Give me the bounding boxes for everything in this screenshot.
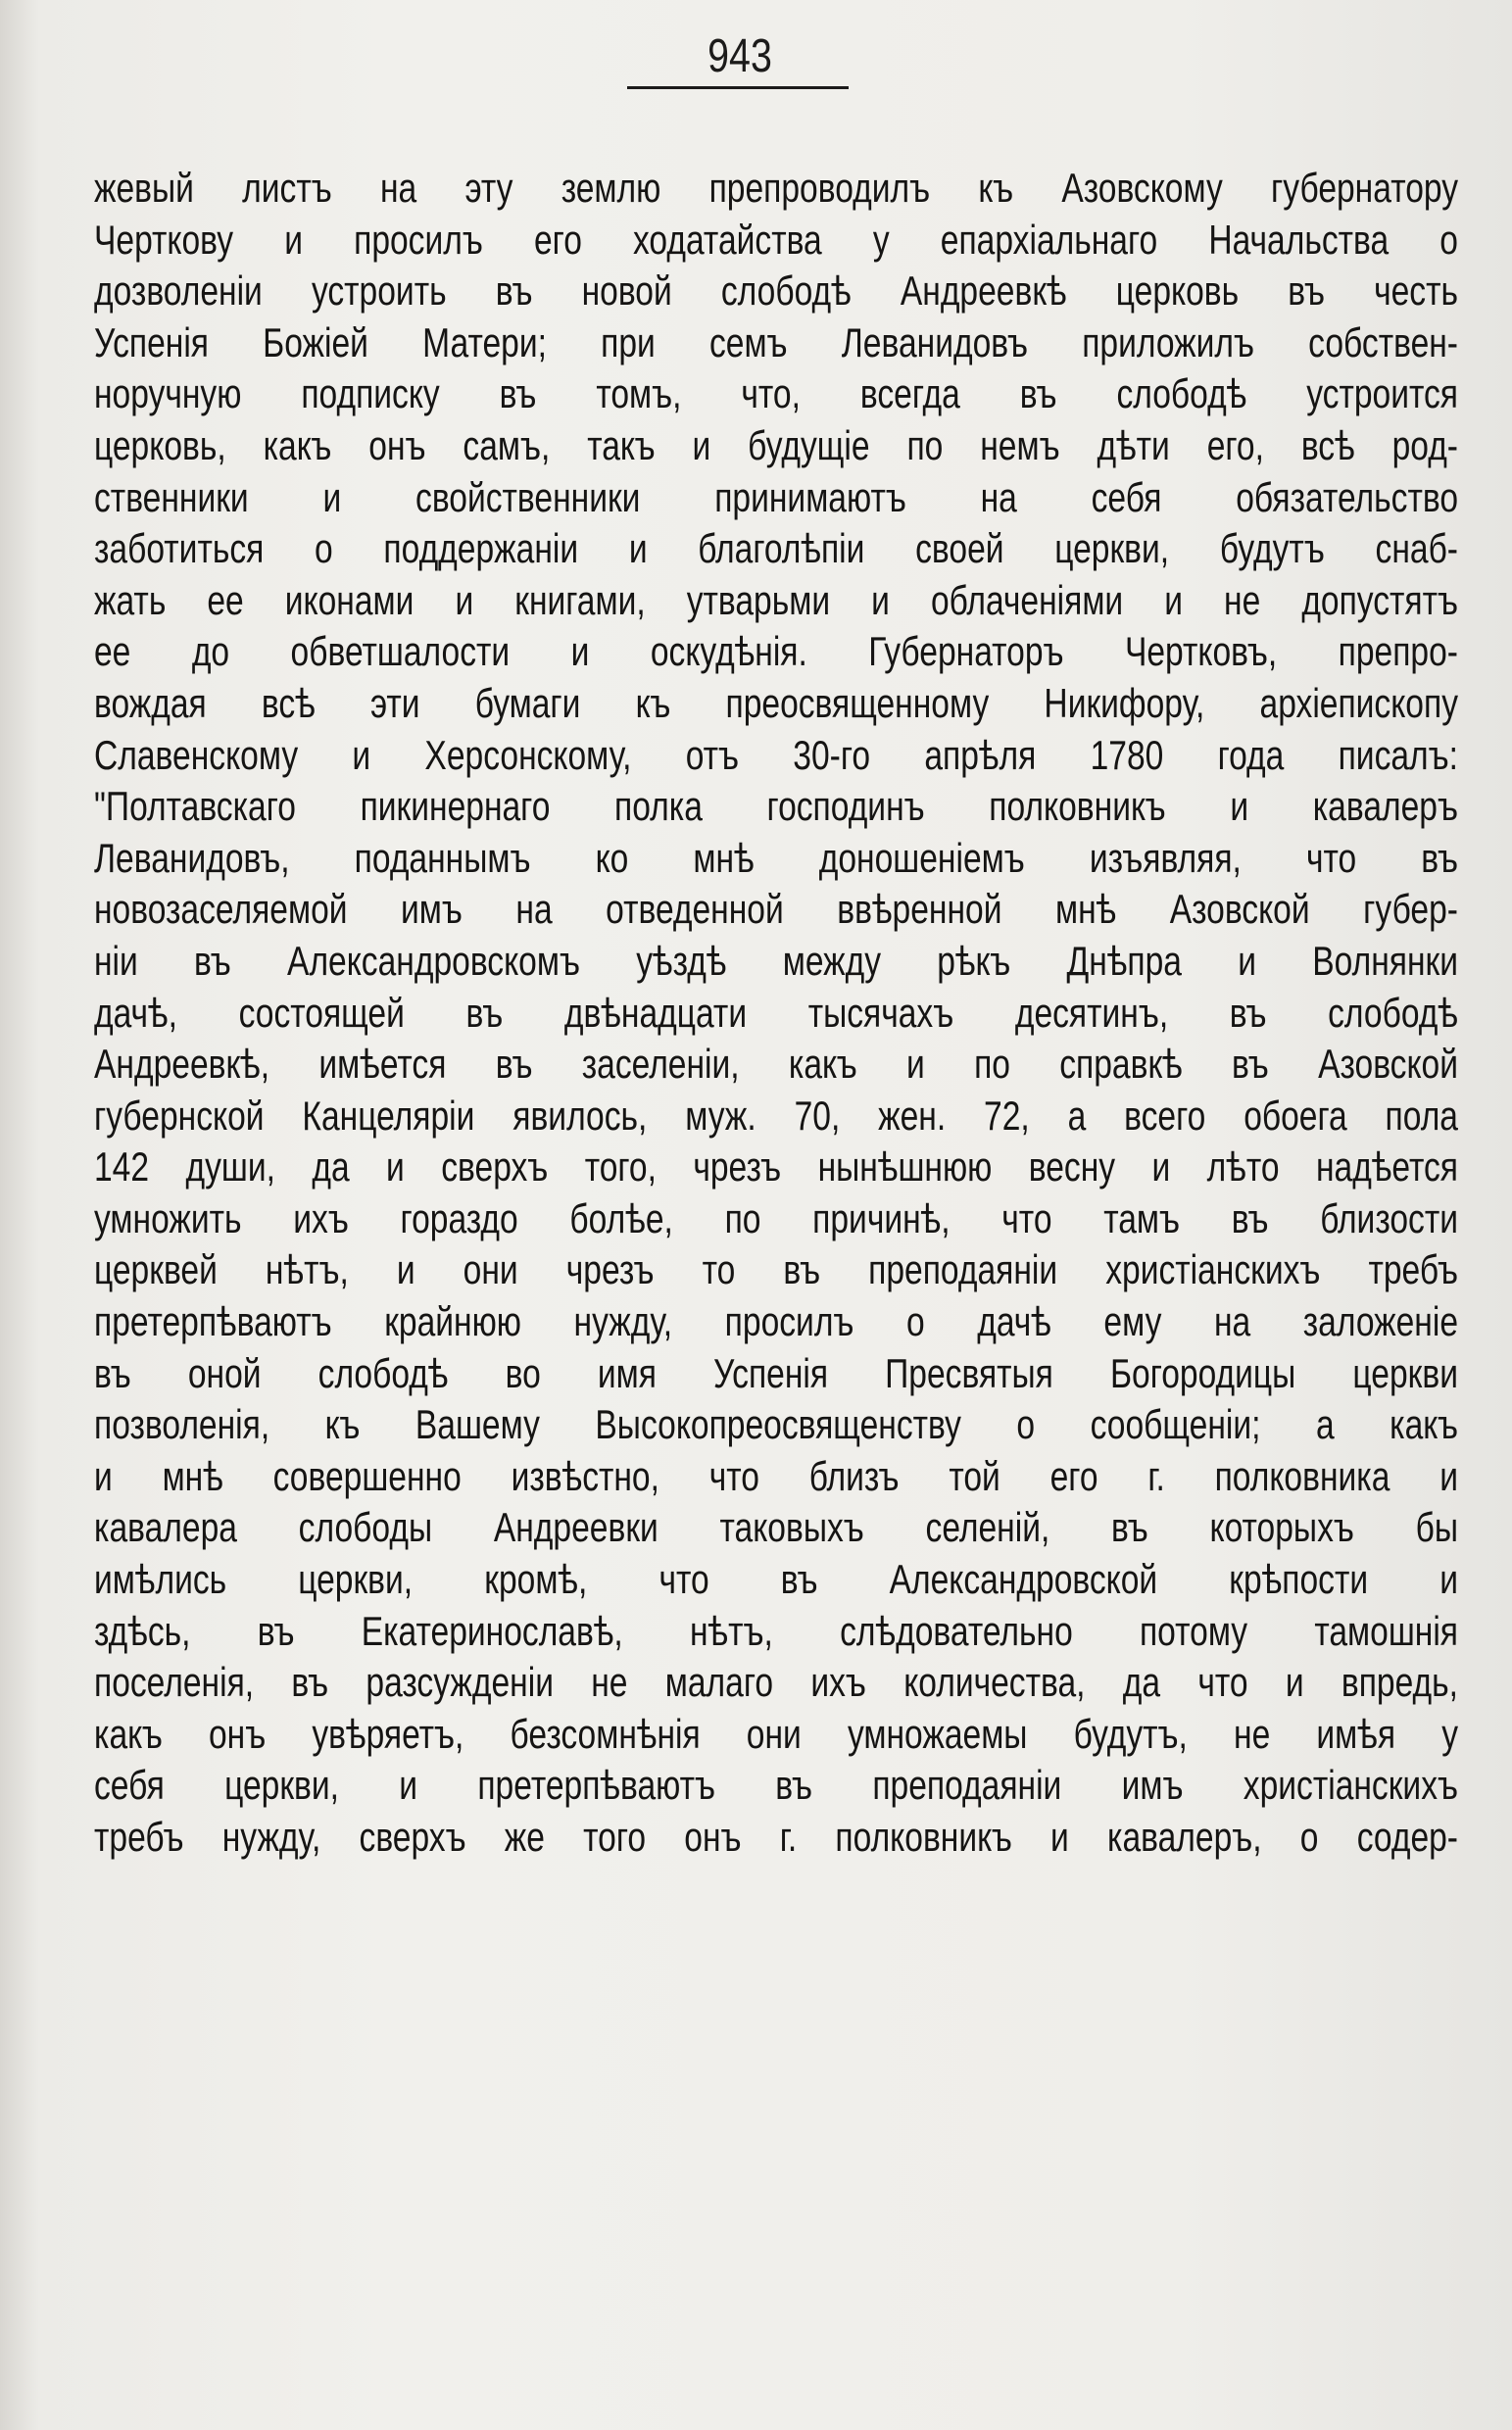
page-number: 943 — [707, 30, 772, 82]
text-line: позволенія, къ Вашему Высокопреосвященству о сообщеніи; а какъ — [94, 1401, 1458, 1448]
text-line: себя церкви, и претерпѣваютъ въ преподаяніи имъ христіанскихъ — [94, 1762, 1458, 1809]
text-line: жать ее иконами и книгами, утварьми и облаченіями и не допустятъ — [94, 576, 1458, 623]
text-line: заботиться о поддержаніи и благолѣпіи своей церкви, будутъ снаб- — [94, 525, 1458, 572]
text-line: Леванидовъ, поданнымъ ко мнѣ доношеніемъ изъявляя, что въ — [94, 834, 1458, 881]
text-line: новозаселяемой имъ на отведенной ввѣренной мнѣ Азовской губер- — [94, 886, 1458, 933]
text-line: дозволеніи устроить въ новой слободѣ Андреевкѣ церковь въ честь — [94, 267, 1458, 315]
text-line: и мнѣ совершенно извѣстно, что близъ той его г. полковника и — [94, 1452, 1458, 1499]
text-line: требъ нужду, сверхъ же того онъ г. полковникъ и кавалеръ, о содер- — [94, 1814, 1458, 1860]
text-line: Андреевкѣ, имѣется въ заселеніи, какъ и по справкѣ въ Азовской — [94, 1041, 1458, 1088]
text-line: ніи въ Александровскомъ уѣздѣ между рѣкъ Днѣпра и Волнянки — [94, 937, 1458, 984]
text-line: претерпѣваютъ крайнюю нужду, просилъ о дачѣ ему на заложеніе — [94, 1298, 1458, 1345]
body-text — [94, 163, 1458, 1864]
text-line: здѣсь, въ Екатеринославѣ, нѣтъ, слѣдовательно потому тамошнія — [94, 1607, 1458, 1654]
text-line: имѣлись церкви, кромѣ, что въ Александровской крѣпости и — [94, 1556, 1458, 1603]
text-line: ственники и свойственники принимаютъ на себя обязательство — [94, 473, 1458, 520]
text-line: "Полтавскаго пикинернаго полка господинъ полковникъ и кавалеръ — [94, 783, 1458, 830]
text-line: 142 души, да и сверхъ того, чрезъ нынѣшнюю весну и лѣто надѣется — [94, 1143, 1458, 1191]
text-line: поселенія, въ разсужденіи не малаго ихъ количества, да что и впредь, — [94, 1659, 1458, 1706]
text-line: дачѣ, состоящей въ двѣнадцати тысячахъ десятинъ, въ слободѣ — [94, 989, 1458, 1036]
text-line: ее до обветшалости и оскудѣнія. Губернаторъ Чертковъ, препро- — [94, 628, 1458, 675]
text-line: губернской Канцеляріи явилось, муж. 70, жен. 72, а всего обоега пола — [94, 1092, 1458, 1139]
text-line: какъ онъ увѣряетъ, безсомнѣнія они умножаемы будутъ, не имѣя у — [94, 1710, 1458, 1757]
text-line: Успенія Божіей Матери; при семъ Леванидовъ приложилъ собствен- — [94, 318, 1458, 365]
text-line: жевый листъ на эту землю препроводилъ къ Азовскому губернатору — [94, 165, 1458, 211]
text-line: норучную подписку въ томъ, что, всегда въ слободѣ устроится — [94, 370, 1458, 417]
text-line: церквей нѣтъ, и они чрезъ то въ преподаяніи христіанскихъ требъ — [94, 1246, 1458, 1293]
text-line: кавалера слободы Андреевки таковыхъ селеній, въ которыхъ бы — [94, 1504, 1458, 1551]
page-number-underline — [627, 86, 849, 89]
text-line: умножить ихъ гораздо болѣе, по причинѣ, что тамъ въ близости — [94, 1194, 1458, 1241]
text-line: вождая всѣ эти бумаги къ преосвященному Никифору, архіепископу — [94, 679, 1458, 726]
text-line: Черткову и просилъ его ходатайства у епархіальнаго Начальства о — [94, 216, 1458, 263]
text-line: церковь, какъ онъ самъ, такъ и будущіе по немъ дѣти его, всѣ род- — [94, 421, 1458, 468]
text-line: въ оной слободѣ во имя Успенія Пресвятыя Богородицы церкви — [94, 1349, 1458, 1396]
text-line: Славенскому и Херсонскому, отъ 30-го апрѣля 1780 года писалъ: — [94, 731, 1458, 778]
